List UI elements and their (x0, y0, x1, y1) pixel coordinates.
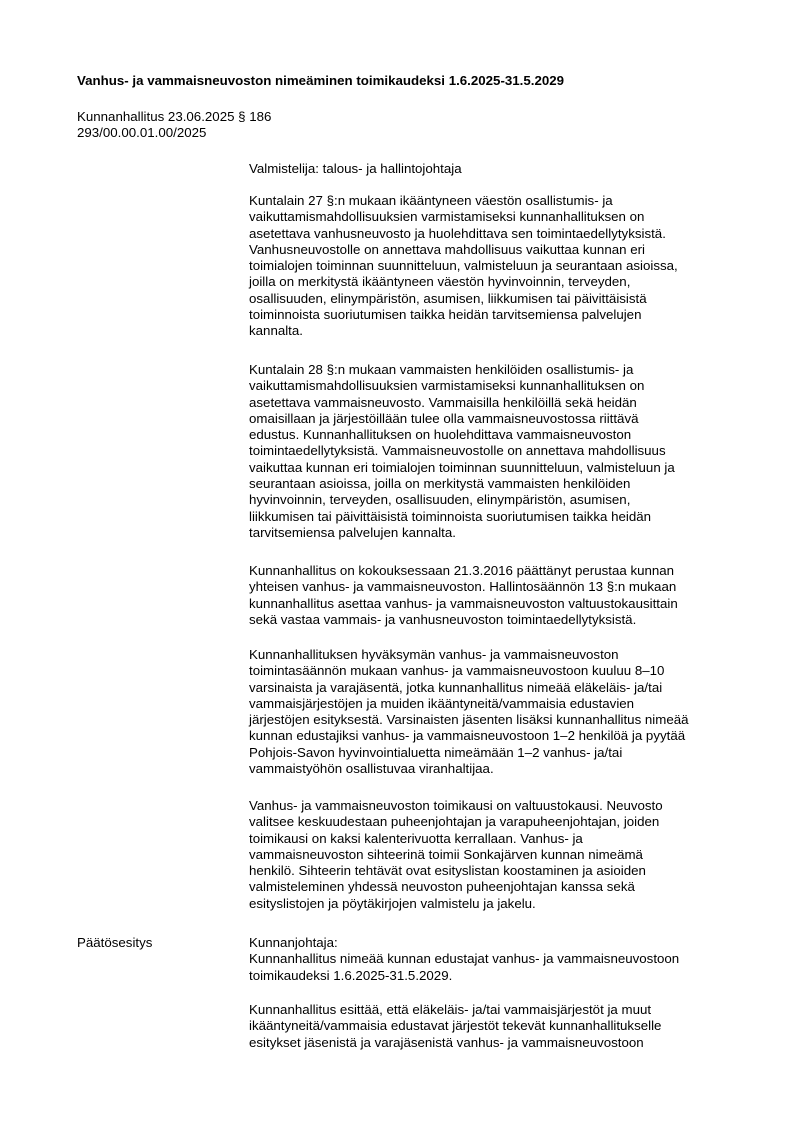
text-line: vammaistyöhön osallistuvaa viranhaltijaa. (249, 761, 494, 777)
text-line: varsinaista ja varajäsentä, jotka kunnanhallitus nimeää eläkeläis- ja/tai (249, 679, 663, 695)
text-line: ikääntyneitä/vammaisia edustavat järjestöt tekevät kunnanhallitukselle (249, 1018, 662, 1034)
proposal-author: Kunnanjohtaja: (249, 935, 338, 950)
proposal-label: Päätösesitys (77, 935, 153, 950)
text-line: Vanhus- ja vammaisneuvoston toimikausi on valtuustokausi. Neuvosto (249, 798, 663, 813)
text-line: osallisuuden, elinympäristön, asumisen, liikkumisen tai päivittäisistä (249, 290, 647, 306)
text-line: kunnan edustajiksi vanhus- ja vammaisneuvostoon 1–2 henkilöä ja pyytää (249, 728, 686, 744)
text-line: toimialojen toiminnan suunnitteluun, valmisteluun ja seurantaan asioissa, (249, 258, 678, 274)
text-line: hyvinvoinnin, terveyden, osallisuuden, elinympäristön, asumisen, (249, 492, 631, 508)
meeting-info (77, 109, 271, 141)
preparer: Valmistelija: talous- ja hallintojohtaja (249, 161, 462, 176)
text-line: esitykset jäsenistä ja varajäsenistä vanhus- ja vammaisneuvostoon (249, 1034, 644, 1050)
proposal-body (249, 935, 729, 984)
meeting-reference: Kunnanhallitus 23.06.2025 § 186 (77, 109, 272, 124)
text-line: vaikuttamismahdollisuuksien varmistamiseksi kunnanhallituksen on (249, 209, 645, 225)
text-line: toimintasäännön mukaan vanhus- ja vammaisneuvostoon kuuluu 8–10 (249, 663, 665, 679)
text-line: vammaisjärjestöjen ja muiden ikääntyneitä/vammaisia edustavien (249, 695, 635, 711)
text-line: kannalta. (249, 323, 303, 339)
text-line: toimikausi on kaksi kalenterivuotta kerrallaan. Vanhus- ja (249, 830, 583, 846)
text-line: vaikuttaa kunnan eri toimialojen toiminnan suunnitteluun, valmisteluun ja (249, 459, 675, 475)
text-line: toimintaedellytyksistä. Vammaisneuvostolle on annettava mahdollisuus (249, 443, 666, 459)
text-line: asetettava vanhusneuvosto ja huolehdittava sen toimintaedellytyksistä. (249, 225, 666, 241)
text-line: yhteisen vanhus- ja vammaisneuvoston. Hallintosäännön 13 §:n mukaan (249, 579, 677, 595)
text-line: edustus. Kunnanhallituksen on huolehdittava vammaisneuvoston (249, 427, 632, 443)
text-line: liikkumisen tai päivittäisistä toiminnoista suoriutumisen taikka heidän (249, 508, 652, 524)
text-line: asetettava vammaisneuvosto. Vammaisilla henkilöillä sekä heidän (249, 394, 637, 410)
paragraph-1 (249, 193, 729, 340)
text-line: vammaisneuvoston sihteerinä toimii Sonkajärven kunnan nimeämä (249, 846, 643, 862)
paragraph-3 (249, 563, 729, 628)
text-line: toiminnoista suoriutumisen taikka heidän tarvitsemiensa palvelujen (249, 307, 642, 323)
proposal-continuation (249, 1002, 729, 1051)
paragraph-5 (249, 798, 729, 912)
text-line: valmisteleminen yhdessä neuvoston puheenjohtajan kanssa sekä (249, 879, 635, 895)
document-title: Vanhus- ja vammaisneuvoston nimeäminen toimikaudeksi 1.6.2025-31.5.2029 (77, 73, 565, 88)
text-line: esityslistojen ja pöytäkirjojen valmistelu ja jakelu. (249, 895, 536, 911)
paragraph-2 (249, 362, 729, 541)
text-line: joilla on merkitystä ikääntyneen väestön hyvinvoinnin, terveyden, (249, 274, 631, 290)
text-line: seurantaan asioissa, joilla on merkitystä vammaisten henkilöiden (249, 476, 631, 492)
text-line: sekä vastaa vammais- ja vanhusneuvoston toimintaedellytyksistä. (249, 611, 637, 627)
text-line: Pohjois-Savon hyvinvointialuetta nimeämään 1–2 vanhus- ja/tai (249, 744, 623, 760)
text-line: Kunnanhallitus esittää, että eläkeläis- ja/tai vammaisjärjestöt ja muut (249, 1002, 652, 1017)
text-line: omaisillaan ja järjestöillään tulee olla vammaisneuvostossa riittävä (249, 410, 639, 426)
text-line: Kuntalain 28 §:n mukaan vammaisten henkilöiden osallistumis- ja (249, 362, 634, 377)
text-line: järjestöjen esityksestä. Varsinaisten jäsenten lisäksi kunnanhallitus nimeää (249, 712, 689, 728)
text-line: valitsee keskuudestaan puheenjohtajan ja varapuheenjohtajan, joiden (249, 814, 660, 830)
text-line: henkilö. Sihteerin tehtävät ovat esityslistan koostaminen ja asioiden (249, 863, 646, 879)
file-number: 293/00.00.01.00/2025 (77, 125, 207, 140)
text-line: Kunnanhallitus on kokouksessaan 21.3.2016 päättänyt perustaa kunnan (249, 563, 675, 578)
text-line: kunnanhallitus asettaa vanhus- ja vammaisneuvoston valtuustokausittain (249, 595, 678, 611)
preparer-line (249, 161, 729, 177)
paragraph-4 (249, 647, 729, 777)
text-line: Kunnanhallitus nimeää kunnan edustajat vanhus- ja vammaisneuvostoon (249, 951, 680, 967)
text-line: Kunnanhallituksen hyväksymän vanhus- ja vammaisneuvoston (249, 647, 619, 662)
text-line: Kuntalain 27 §:n mukaan ikääntyneen väestön osallistumis- ja (249, 193, 613, 208)
text-line: toimikaudeksi 1.6.2025-31.5.2029. (249, 967, 453, 983)
text-line: Vanhusneuvostolle on annettava mahdollisuus vaikuttaa kunnan eri (249, 241, 645, 257)
text-line: vaikuttamismahdollisuuksien varmistamiseksi kunnanhallituksen on (249, 378, 645, 394)
text-line: tarvitsemiensa palvelujen kannalta. (249, 524, 456, 540)
